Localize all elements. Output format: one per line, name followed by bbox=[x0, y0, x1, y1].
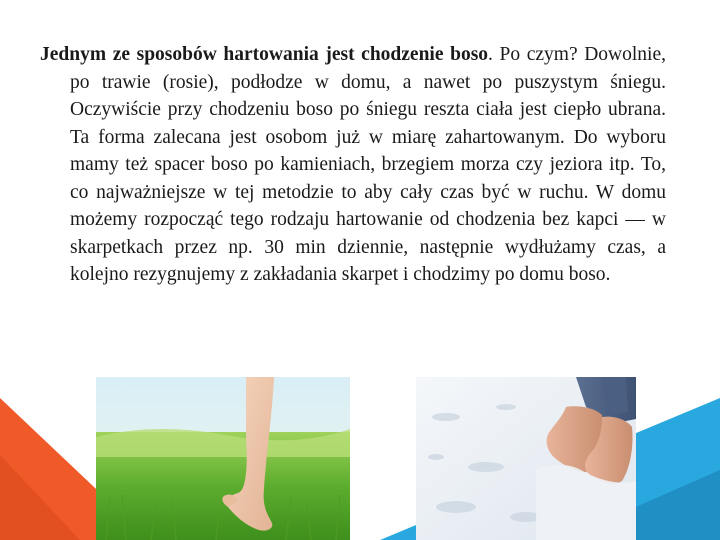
grass-feet-photo bbox=[96, 377, 350, 540]
grass-photo-image bbox=[96, 377, 350, 540]
snow-photo-image bbox=[416, 377, 636, 540]
paragraph-body: . Po czym? Dowolnie, po trawie (rosie), podłodze w domu, a nawet po puszystym śniegu. Oczywiście przy chodzeniu boso po śniegu reszta ciała jest ciepło ubrana. Ta forma zalecana jest osobom już w miarę zahartowanym. Do wyboru mamy też spacer boso po kamieniach, brzegiem morza czy jeziora itp. To, co najważniejsze w tej metodzie to aby cały czas być w ruchu. W domu możemy rozpocząć tego rodzaju hartowanie od chodzenia bez kapci — w skarpetkach przez np. 30 min dziennie, następnie wydłużamy czas, a kolejno rezygnujemy z zakładania skarpet i chodzimy po domu boso. bbox=[70, 44, 666, 285]
paragraph-lead: Jednym ze sposobów hartowania jest chodzenie boso bbox=[40, 44, 489, 65]
main-paragraph bbox=[40, 41, 666, 289]
snow-feet-photo bbox=[416, 377, 636, 540]
